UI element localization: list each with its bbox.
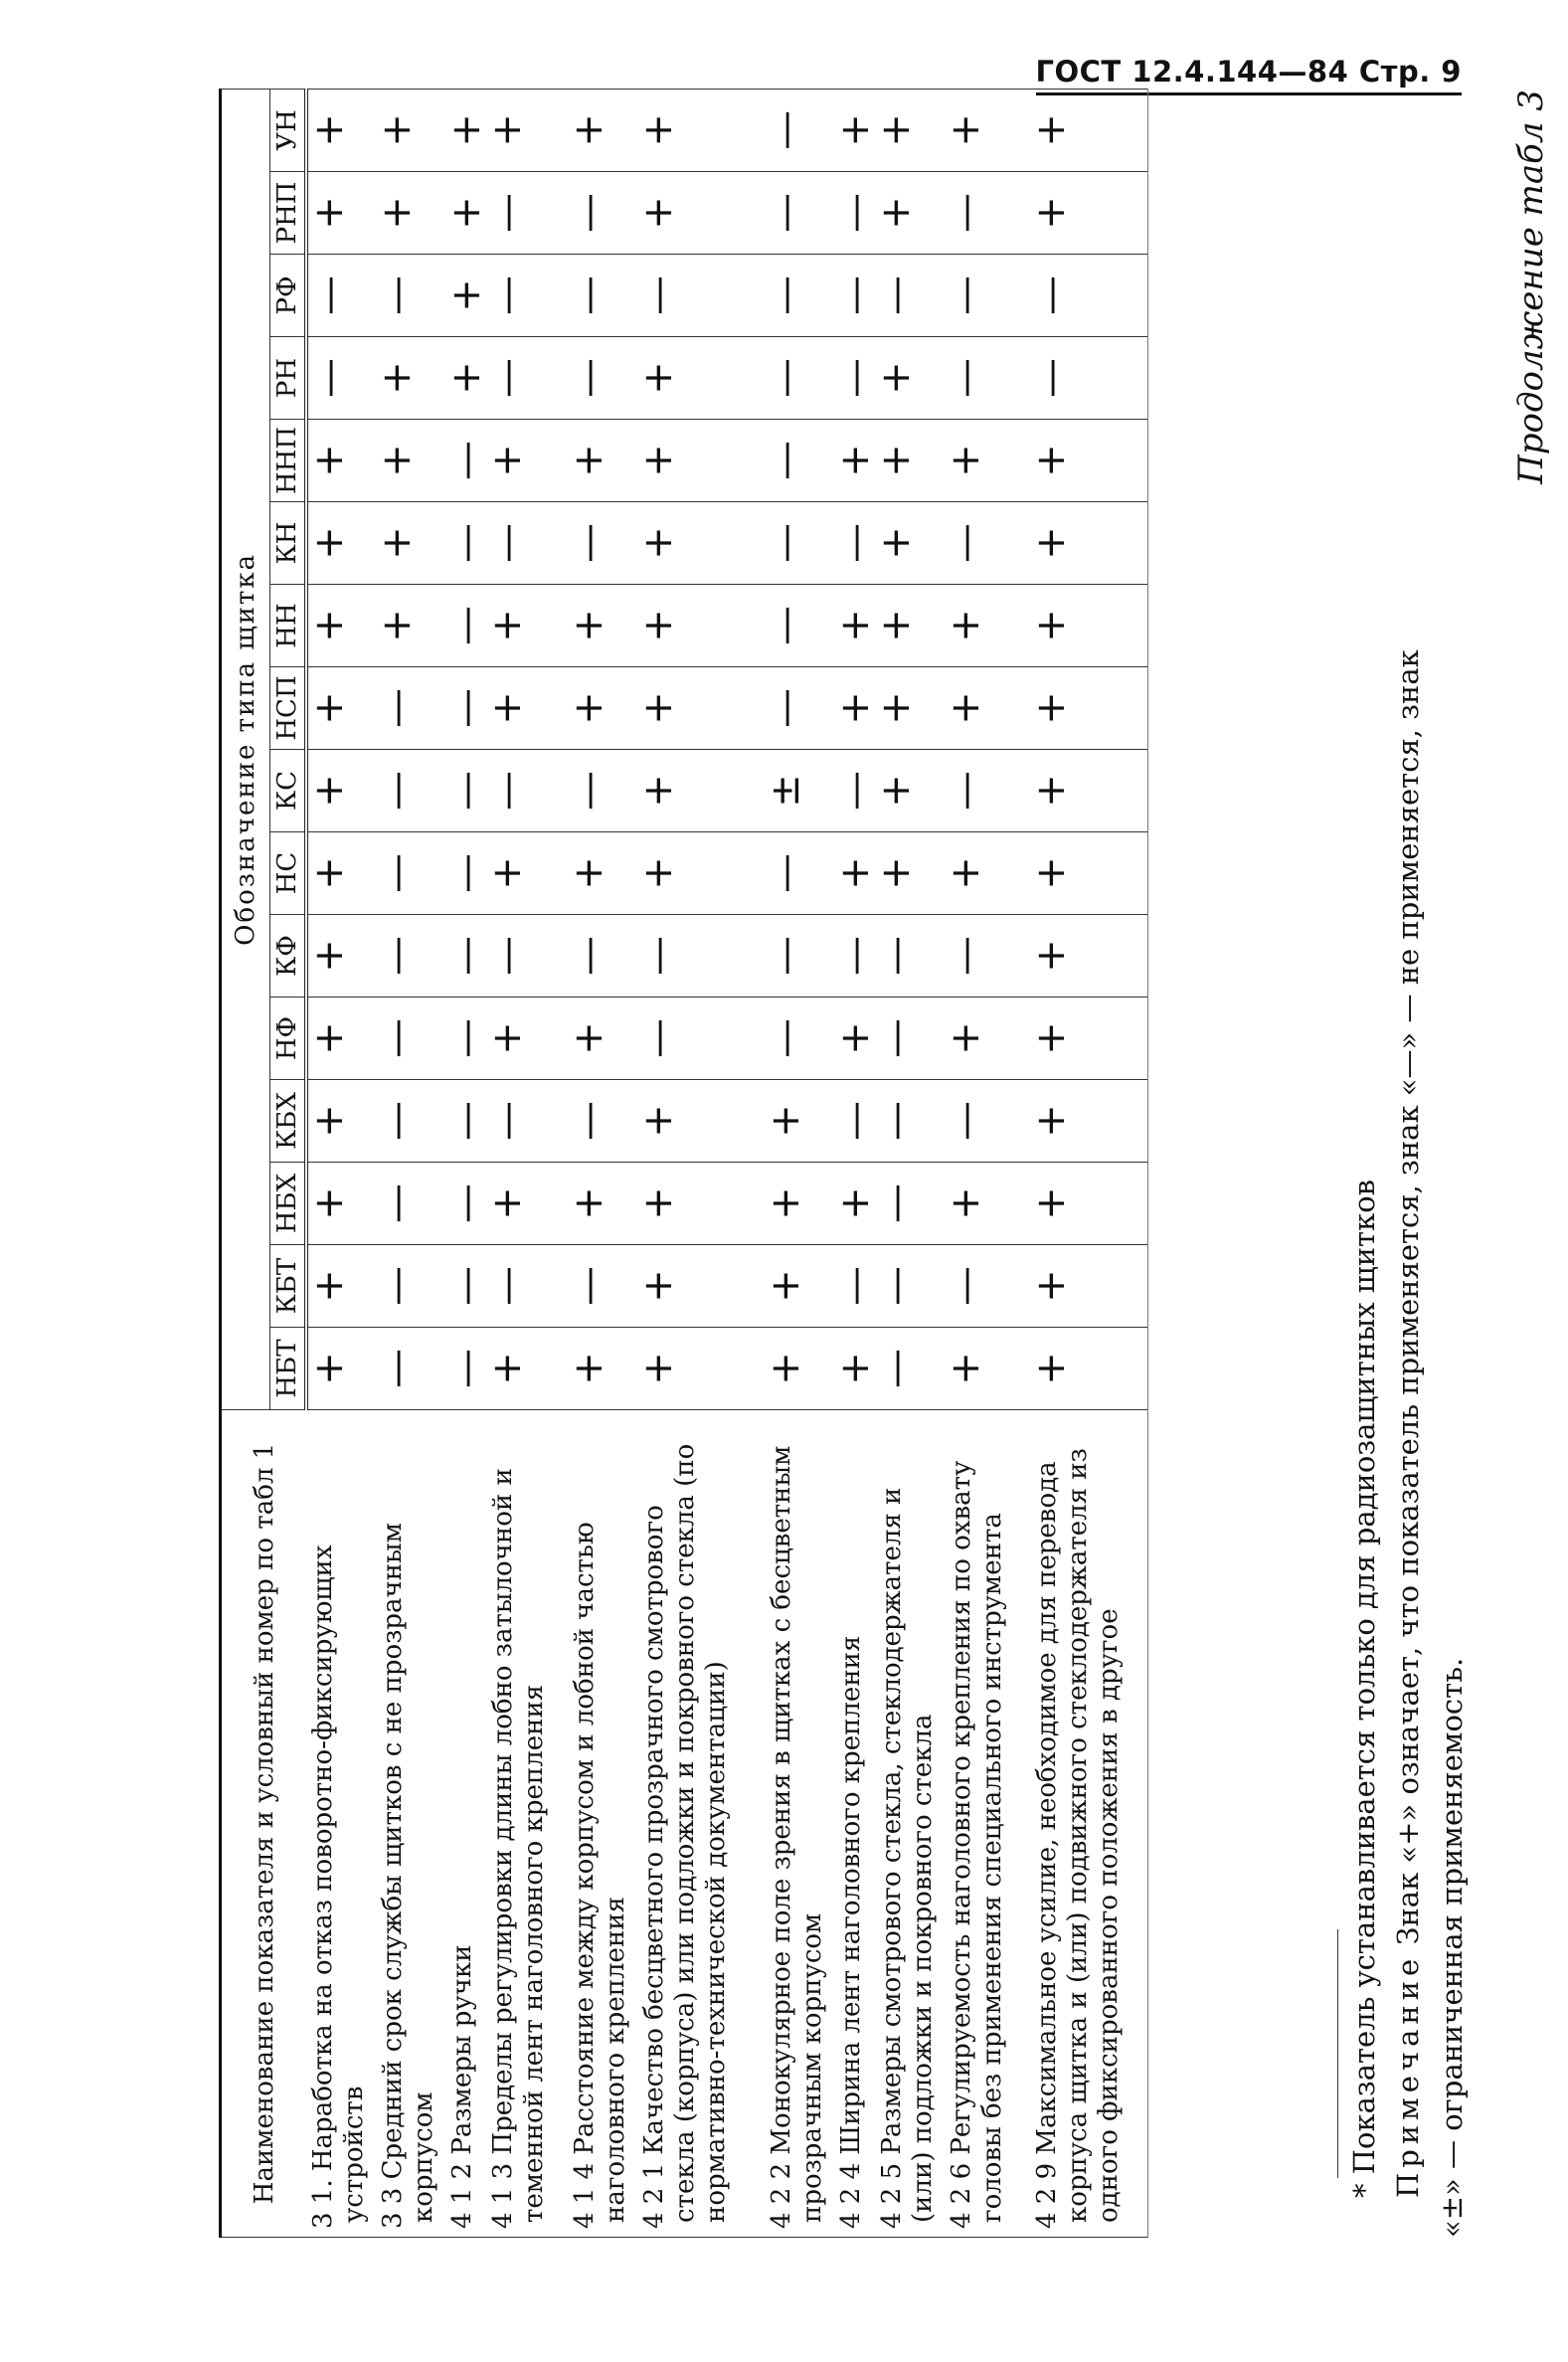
table-row [486,89,568,2237]
mark-cell: — [306,337,376,420]
mark-cell: — [376,998,445,1080]
mark-cell: — [945,255,1030,337]
row-label: 4 1 2 Размеры ручки [445,1410,486,2238]
mark-cell: + [875,172,945,255]
mark-cell: + [765,1163,834,1245]
mark-cell: + [945,1163,1030,1245]
mark-cell: + [376,337,445,420]
type-header-0: НБТ [270,1328,307,1410]
type-header-13: РФ [270,255,307,337]
mark-cell: + [486,667,568,750]
mark-cell: + [637,172,765,255]
mark-cell: + [486,585,568,667]
mark-cell: — [376,1328,445,1410]
mark-cell: + [1030,998,1147,1080]
mark-cell: + [875,585,945,667]
mark-cell: — [568,1080,637,1163]
mark-cell: — [445,1245,486,1328]
mark-cell: + [834,667,875,750]
mark-cell: — [376,1245,445,1328]
type-header-9: НН [270,585,307,667]
mark-cell: + [568,998,637,1080]
mark-cell: — [875,255,945,337]
page-header: ГОСТ 12.4.144—84 Стр. 9 [1036,55,1463,95]
mark-cell: — [945,172,1030,255]
mark-cell: — [445,998,486,1080]
mark-cell: + [637,337,765,420]
mark-cell: + [306,998,376,1080]
mark-cell: — [376,750,445,832]
mark-cell: — [486,915,568,998]
row-label: 4 1 4 Расстояние между корпусом и лобной частью наголовного крепления [568,1410,637,2238]
mark-cell: — [945,502,1030,585]
mark-cell: + [306,1328,376,1410]
mark-cell: — [568,172,637,255]
row-label: 4 2 9 Максимальное усилие, необходимое для перевода корпуса щитка и (или) подвижного стеклодержателя из одного фиксированного положения в другое [1030,1410,1147,2238]
footnote: * Показатель устанавливается только для радиозащитных щитков [1347,1179,1381,2198]
mark-cell: + [306,585,376,667]
mark-cell: + [834,420,875,502]
mark-cell: — [765,420,834,502]
mark-cell: — [834,172,875,255]
mark-cell: + [1030,667,1147,750]
mark-cell: + [306,667,376,750]
mark-cell: + [306,502,376,585]
mark-cell: + [568,420,637,502]
mark-cell: — [637,998,765,1080]
table-row [765,89,834,2237]
rotated-page-content [50,90,1568,2238]
mark-cell: — [765,585,834,667]
mark-cell: — [568,750,637,832]
mark-cell: — [875,1328,945,1410]
mark-cell: + [306,1163,376,1245]
mark-cell: + [376,89,445,171]
mark-cell: + [637,832,765,915]
mark-cell: — [765,832,834,915]
mark-cell: + [765,1080,834,1163]
mark-cell: + [834,832,875,915]
mark-cell: + [945,89,1030,171]
mark-cell: + [486,420,568,502]
mark-cell: — [568,255,637,337]
mark-cell: + [945,1328,1030,1410]
mark-cell: — [765,89,834,171]
mark-cell: — [765,255,834,337]
type-header-15: УН [270,89,307,171]
table-area [219,90,1322,2238]
type-group-header: Обозначение типа щитка [221,89,270,1409]
mark-cell: + [875,502,945,585]
mark-cell: — [486,337,568,420]
mark-cell: — [875,915,945,998]
mark-cell: + [568,832,637,915]
mark-cell: + [306,915,376,998]
table-row [568,89,637,2237]
mark-cell: + [376,420,445,502]
mark-cell: + [486,1328,568,1410]
note-text: Знак «+» означает, что показатель применяется, знак «—» — не применяется, знак «±» — ограниченная применяемость. [1391,649,1469,2238]
mark-cell: + [445,337,486,420]
mark-cell: + [306,1245,376,1328]
mark-cell: + [834,585,875,667]
mark-cell: — [376,1163,445,1245]
mark-cell: — [834,255,875,337]
mark-cell: + [306,832,376,915]
type-header-11: ННП [270,420,307,502]
mark-cell: + [1030,832,1147,915]
mark-cell: — [637,915,765,998]
mark-cell: — [875,1163,945,1245]
type-header-3: КБХ [270,1080,307,1163]
mark-cell: + [1030,502,1147,585]
row-label: 4 2 4 Ширина лент наголовного крепления [834,1410,875,2238]
mark-cell: + [637,420,765,502]
mark-cell: — [376,255,445,337]
mark-cell: + [445,89,486,171]
mark-cell: + [834,998,875,1080]
mark-cell: + [1030,750,1147,832]
mark-cell: — [486,1245,568,1328]
mark-cell: + [945,420,1030,502]
mark-cell: + [875,667,945,750]
mark-cell: + [1030,1245,1147,1328]
row-label: 3 1. Наработка на отказ поворотно-фиксирующих устройств [306,1410,376,2238]
mark-cell: — [765,915,834,998]
mark-cell: — [486,172,568,255]
mark-cell: — [765,667,834,750]
mark-cell: + [637,502,765,585]
mark-cell: — [834,1080,875,1163]
mark-cell: — [486,750,568,832]
mark-cell: + [1030,1328,1147,1410]
type-header-2: НБХ [270,1163,307,1245]
type-header-7: КС [270,750,307,832]
table-row [945,89,1030,2237]
mark-cell: + [637,1080,765,1163]
mark-cell: + [306,750,376,832]
continuation-title: Продолжение табл 3 [1511,90,1551,484]
row-label: 4 2 2 Монокулярное поле зрения в щитках с бесцветным прозрачным корпусом [765,1410,834,2238]
mark-cell: + [637,1163,765,1245]
type-header-14: РНП [270,172,307,255]
mark-cell: + [637,750,765,832]
mark-cell: + [568,89,637,171]
mark-cell: + [568,1163,637,1245]
mark-cell: + [875,832,945,915]
mark-cell: — [834,337,875,420]
mark-cell: + [765,1245,834,1328]
mark-cell: — [445,832,486,915]
mark-cell: + [376,172,445,255]
note-label: Примечание [1391,1953,1425,2198]
mark-cell: + [445,172,486,255]
mark-cell: + [834,89,875,171]
mark-cell: + [875,420,945,502]
mark-cell: — [568,502,637,585]
type-header-5: КФ [270,915,307,998]
table-row [875,89,945,2237]
mark-cell: + [637,1328,765,1410]
mark-cell: + [834,1328,875,1410]
mark-cell: + [486,832,568,915]
note [1386,627,1474,2238]
mark-cell: + [568,667,637,750]
row-label: 4 2 6 Регулируемость наголовного крепления по охвату головы без применения специального инструмента [945,1410,1030,2238]
mark-cell: — [445,585,486,667]
mark-cell: — [765,998,834,1080]
mark-cell: — [945,750,1030,832]
mark-cell: — [445,915,486,998]
mark-cell: — [568,337,637,420]
mark-cell: + [1030,172,1147,255]
mark-cell: + [637,667,765,750]
indicator-column-header: Наименование показателя и условный номер по табл 1 [221,1410,307,2238]
mark-cell: + [1030,585,1147,667]
mark-cell: + [568,1328,637,1410]
mark-cell: — [568,1245,637,1328]
footnote-rule [1337,1929,1338,2178]
mark-cell: + [486,1163,568,1245]
mark-cell: + [376,585,445,667]
mark-cell: — [875,1245,945,1328]
mark-cell: — [945,1245,1030,1328]
mark-cell: + [1030,420,1147,502]
mark-cell: — [486,502,568,585]
mark-cell: + [1030,1163,1147,1245]
table-row [445,89,486,2237]
type-header-8: НСП [270,667,307,750]
mark-cell: — [445,420,486,502]
mark-cell: + [945,667,1030,750]
row-label: 3 3 Средний срок службы щитков с не прозрачным корпусом [376,1410,445,2238]
mark-cell: — [637,255,765,337]
mark-cell: + [875,89,945,171]
mark-cell: — [376,667,445,750]
mark-cell: — [834,502,875,585]
mark-cell: — [945,915,1030,998]
mark-cell: + [765,1328,834,1410]
mark-cell: — [445,1163,486,1245]
mark-cell: — [945,337,1030,420]
data-table [219,89,1148,2238]
type-header-12: РН [270,337,307,420]
mark-cell: — [445,502,486,585]
type-header-1: КБТ [270,1245,307,1328]
mark-cell: — [568,915,637,998]
table-row [1030,89,1147,2237]
mark-cell: + [637,585,765,667]
mark-cell: + [834,1163,875,1245]
table-row [306,89,376,2237]
mark-cell: + [1030,89,1147,171]
mark-cell: + [306,1080,376,1163]
mark-cell: — [875,998,945,1080]
mark-cell: + [637,89,765,171]
mark-cell: + [486,998,568,1080]
mark-cell: + [306,420,376,502]
mark-cell: + [637,1245,765,1328]
mark-cell: — [376,832,445,915]
table-row [376,89,445,2237]
row-label: 4 2 1 Качество бесцветного прозрачного смотрового стекла (корпуса) или подложки и покровного стекла (по нормативно-технической документации) [637,1410,765,2238]
mark-cell: — [445,667,486,750]
mark-cell: — [945,1080,1030,1163]
mark-cell: — [1030,337,1147,420]
mark-cell: ± [765,750,834,832]
mark-cell: — [445,1080,486,1163]
type-header-4: НФ [270,998,307,1080]
row-label: 4 1 3 Пределы регулировки длины лобно затылочной и теменной лент наголовного крепления [486,1410,568,2238]
table-row [637,89,765,2237]
mark-cell: — [486,255,568,337]
mark-cell: + [306,172,376,255]
mark-cell: + [875,337,945,420]
mark-cell: — [445,1328,486,1410]
mark-cell: — [765,502,834,585]
mark-cell: — [486,1080,568,1163]
mark-cell: — [875,1080,945,1163]
mark-cell: — [834,750,875,832]
mark-cell: — [376,915,445,998]
mark-cell: + [945,998,1030,1080]
table-row [834,89,875,2237]
mark-cell: — [765,172,834,255]
footer-block [1342,627,1474,2238]
mark-cell: — [306,255,376,337]
mark-cell: — [834,915,875,998]
mark-cell: — [1030,255,1147,337]
mark-cell: + [568,585,637,667]
mark-cell: + [376,502,445,585]
type-header-6: НС [270,832,307,915]
mark-cell: — [445,750,486,832]
mark-cell: + [306,89,376,171]
mark-cell: — [765,337,834,420]
mark-cell: + [486,89,568,171]
mark-cell: + [945,832,1030,915]
mark-cell: + [875,750,945,832]
mark-cell: + [945,585,1030,667]
mark-cell: — [834,1245,875,1328]
row-label: 4 2 5 Размеры смотрового стекла, стеклодержателя и (или) подложки и покровного стекла [875,1410,945,2238]
mark-cell: — [376,1080,445,1163]
mark-cell: + [1030,915,1147,998]
mark-cell: + [445,255,486,337]
type-header-10: КН [270,502,307,585]
mark-cell: + [1030,1080,1147,1163]
